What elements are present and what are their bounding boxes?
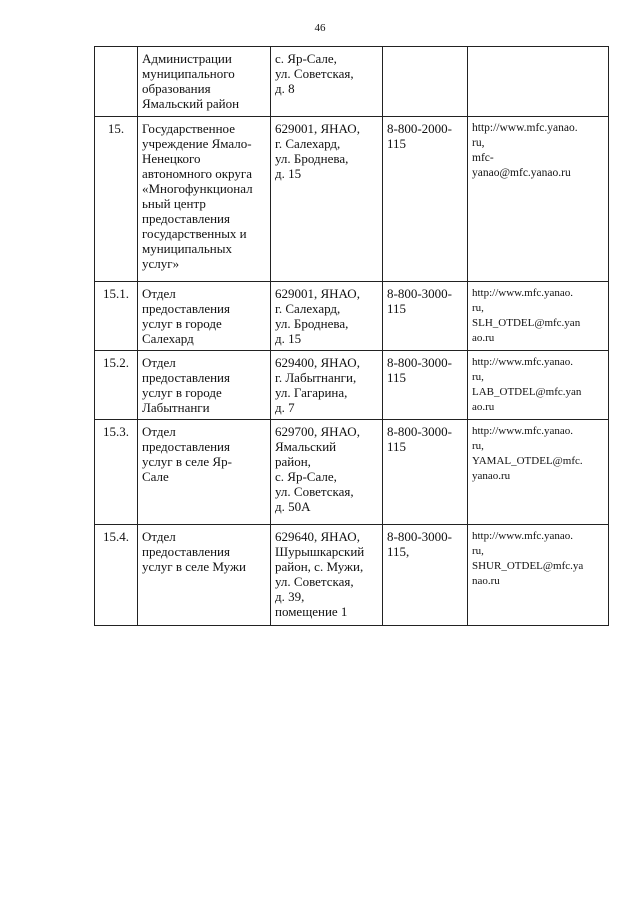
organization-name: Отдел предоставления услуг в селе Мужи bbox=[138, 525, 271, 626]
table-row bbox=[95, 525, 609, 626]
phone: 8-800-3000- 115 bbox=[383, 420, 468, 525]
row-number: 15. bbox=[95, 117, 138, 282]
address: 629001, ЯНАО, г. Салехард, ул. Броднева, д. 15 bbox=[271, 117, 383, 282]
row-number: 15.3. bbox=[95, 420, 138, 525]
row-number bbox=[95, 47, 138, 117]
contacts: http://www.mfc.yanao. ru, mfc- yanao@mfc.yanao.ru bbox=[468, 117, 609, 282]
table-row bbox=[95, 282, 609, 351]
address: с. Яр-Сале, ул. Советская, д. 8 bbox=[271, 47, 383, 117]
page-number: 46 bbox=[314, 22, 326, 34]
phone: 8-800-3000- 115 bbox=[383, 351, 468, 420]
address: 629700, ЯНАО, Ямальский район, с. Яр-Сале, ул. Советская, д. 50А bbox=[271, 420, 383, 525]
contacts: http://www.mfc.yanao. ru, SHUR_OTDEL@mfc.ya nao.ru bbox=[468, 525, 609, 626]
contacts: http://www.mfc.yanao. ru, SLH_OTDEL@mfc.yan ao.ru bbox=[468, 282, 609, 351]
phone: 8-800-2000- 115 bbox=[383, 117, 468, 282]
table-row bbox=[95, 47, 609, 117]
phone: 8-800-3000- 115, bbox=[383, 525, 468, 626]
table-row bbox=[95, 420, 609, 525]
table-row bbox=[95, 351, 609, 420]
contacts bbox=[468, 47, 609, 117]
address: 629001, ЯНАО, г. Салехард, ул. Броднева, д. 15 bbox=[271, 282, 383, 351]
row-number: 15.2. bbox=[95, 351, 138, 420]
contacts: http://www.mfc.yanao. ru, LAB_OTDEL@mfc.yan ao.ru bbox=[468, 351, 609, 420]
phone: 8-800-3000- 115 bbox=[383, 282, 468, 351]
contacts: http://www.mfc.yanao. ru, YAMAL_OTDEL@mfc. yanao.ru bbox=[468, 420, 609, 525]
organization-name: Отдел предоставления услуг в селе Яр- Сале bbox=[138, 420, 271, 525]
phone bbox=[383, 47, 468, 117]
row-number: 15.4. bbox=[95, 525, 138, 626]
organization-name: Государственное учреждение Ямало- Ненецкого автономного округа «Многофункционал ьный центр предоставления государственных и муниципальных услуг» bbox=[138, 117, 271, 282]
organization-name: Отдел предоставления услуг в городе Салехард bbox=[138, 282, 271, 351]
address: 629400, ЯНАО, г. Лабытнанги, ул. Гагарина, д. 7 bbox=[271, 351, 383, 420]
row-number: 15.1. bbox=[95, 282, 138, 351]
mfc-contacts-table bbox=[94, 46, 609, 626]
organization-name: Администрации муниципального образования Ямальский район bbox=[138, 47, 271, 117]
address: 629640, ЯНАО, Шурышкарский район, с. Мужи, ул. Советская, д. 39, помещение 1 bbox=[271, 525, 383, 626]
table-row bbox=[95, 117, 609, 282]
organization-name: Отдел предоставления услуг в городе Лабытнанги bbox=[138, 351, 271, 420]
